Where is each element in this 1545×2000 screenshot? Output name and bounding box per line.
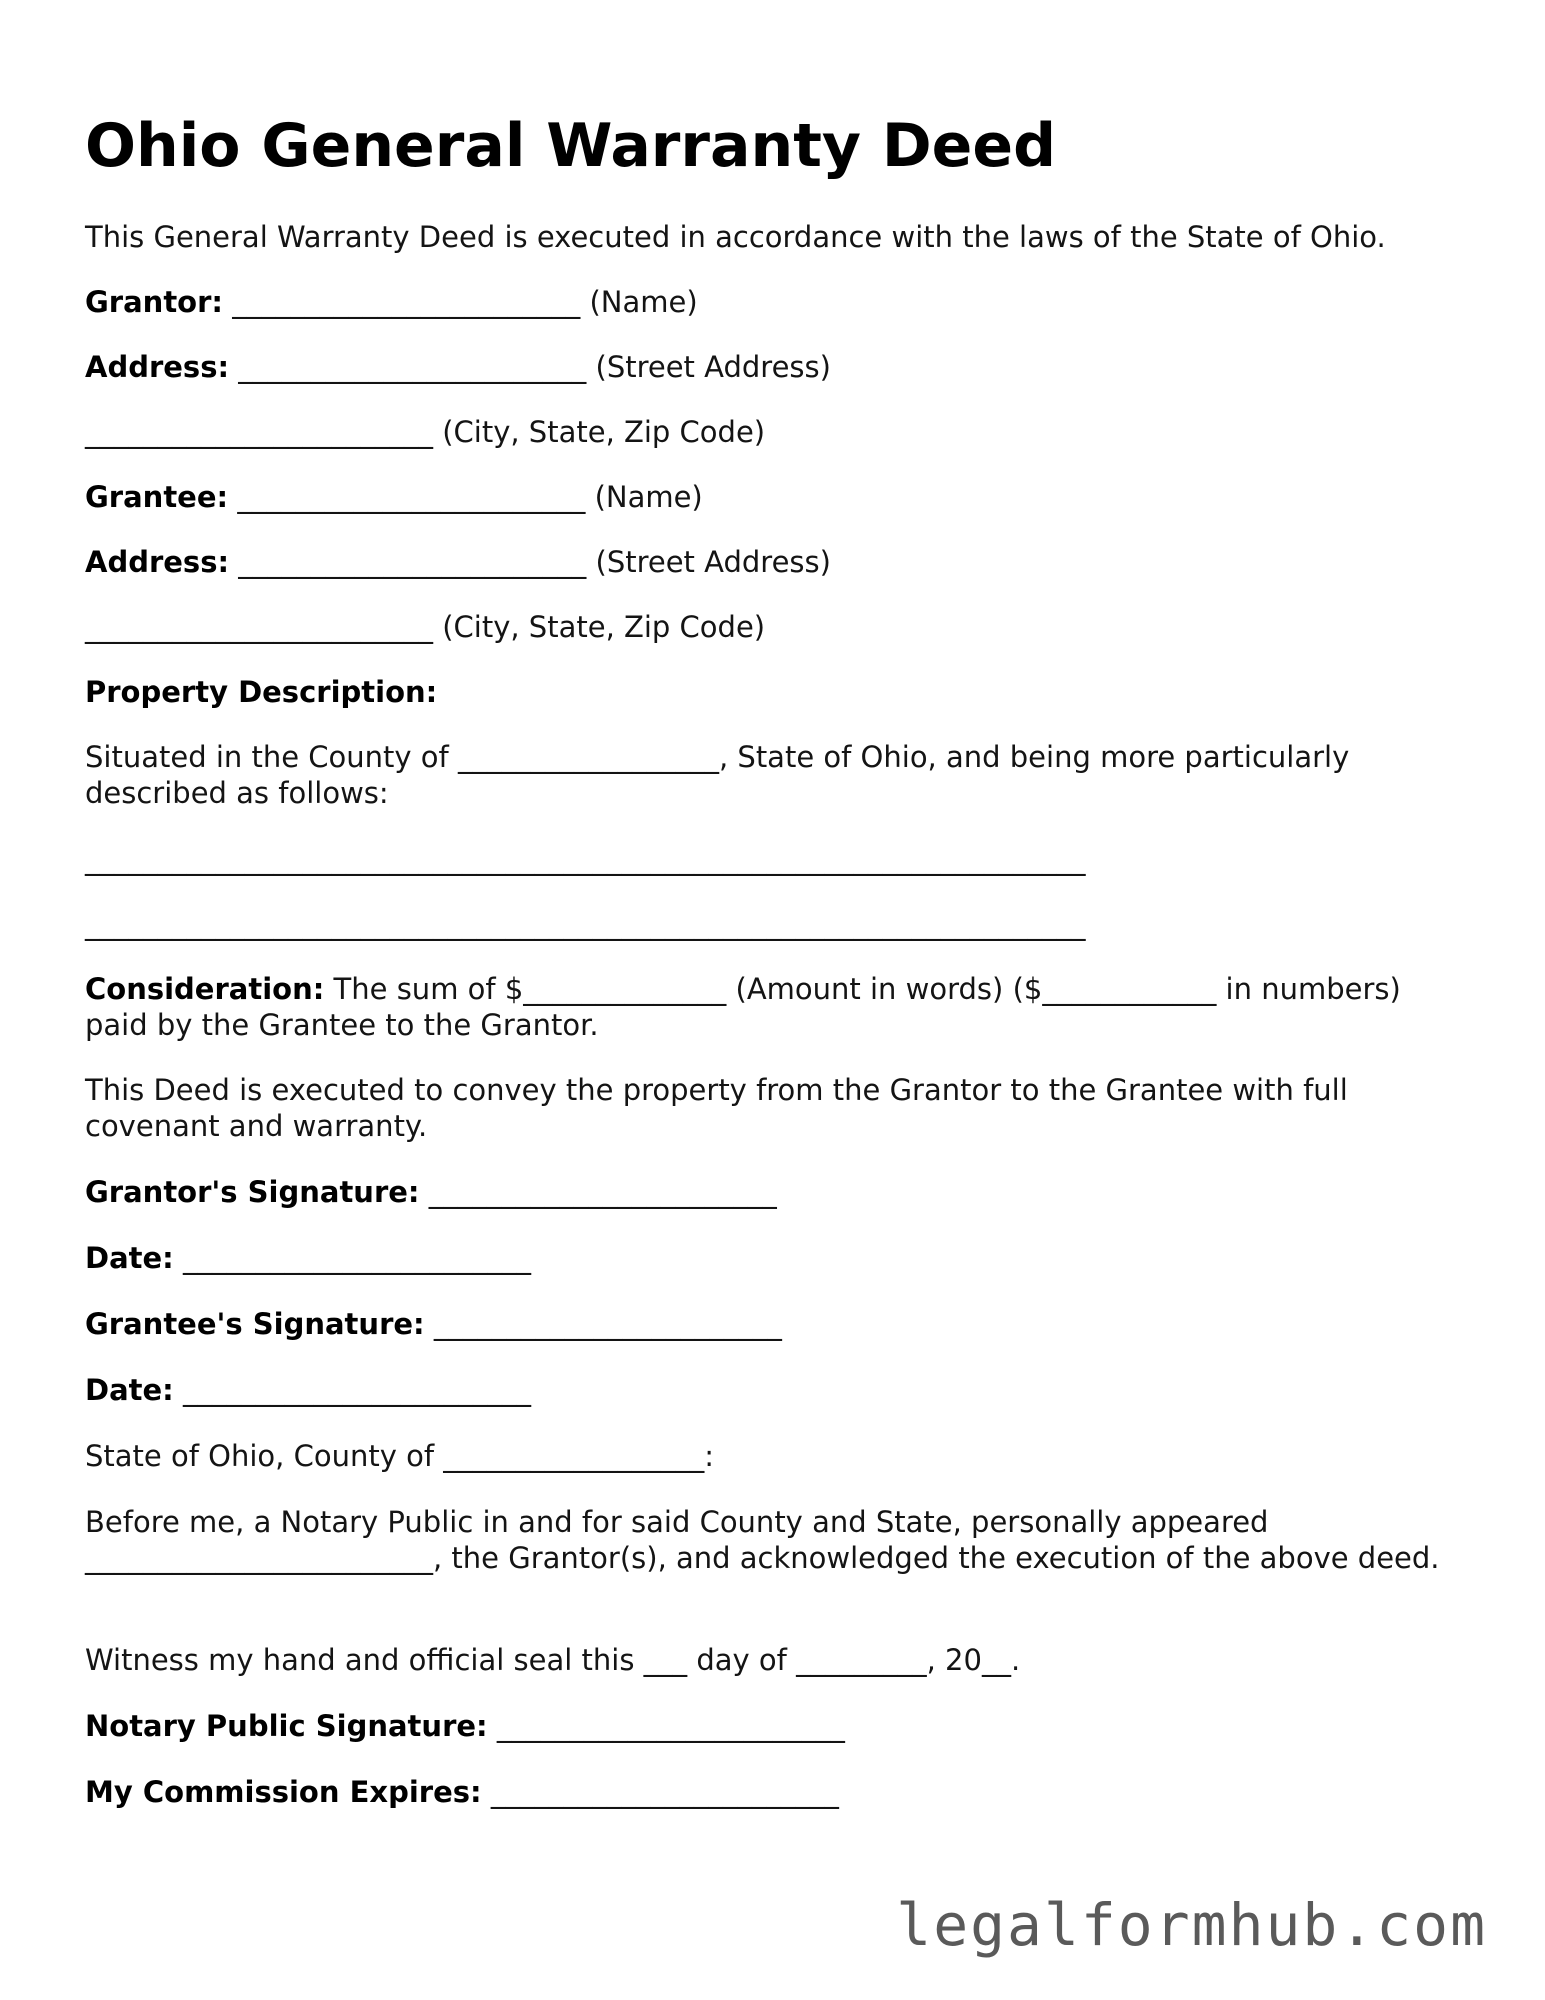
grantee-city-hint: (City, State, Zip Code) (442, 610, 766, 644)
witness-c: , 20 (926, 1643, 982, 1677)
consideration-text-a: The sum of $ (324, 972, 524, 1006)
grantor-date-label: Date: (85, 1241, 174, 1275)
consideration-text (85, 971, 1445, 1043)
grantor-label: Grantor: (85, 285, 224, 319)
witness-b: day of (687, 1643, 797, 1677)
grantor-signature-label: Grantor's Signature: (85, 1175, 420, 1209)
grantee-signature-label: Grantee's Signature: (85, 1307, 425, 1341)
notary-county-blank[interactable]: __________________ (443, 1439, 705, 1473)
before-me-b: , the Grantor(s), and acknowledged the execution of the above deed. (433, 1541, 1440, 1575)
commission-expires-blank[interactable]: ________________________ (490, 1775, 839, 1809)
grantor-date-blank[interactable]: ________________________ (183, 1241, 531, 1275)
before-me-a: Before me, a Notary Public in and for said County and State, personally appeared (85, 1505, 1269, 1539)
property-description-heading: Property Description: (85, 675, 438, 709)
grantor-signature-line (85, 1174, 777, 1210)
grantee-date-blank[interactable]: ________________________ (183, 1373, 531, 1407)
site-watermark: legalformhub.com (896, 1891, 1487, 1959)
grantee-street-blank[interactable]: ________________________ (238, 545, 587, 579)
commission-expires-label: My Commission Expires: (85, 1775, 482, 1809)
consideration-label: Consideration: (85, 972, 325, 1006)
grantee-date-label: Date: (85, 1373, 174, 1407)
notary-signature-blank[interactable]: ________________________ (496, 1709, 845, 1743)
grantor-address-label: Address: (85, 350, 230, 384)
grantor-name-line (85, 284, 698, 320)
witness-a: Witness my hand and official seal this (85, 1643, 644, 1677)
commission-expires-line (85, 1774, 839, 1810)
notary-state-suffix: : (704, 1439, 715, 1473)
month-blank[interactable]: _________ (796, 1643, 927, 1677)
grantee-address-line (85, 544, 831, 580)
grantor-name-hint: (Name) (589, 285, 698, 319)
grantee-address-label: Address: (85, 545, 230, 579)
situated-suffix: , State of Ohio, and being more particularly described as follows: (85, 740, 1350, 810)
notary-state-prefix: State of Ohio, County of (85, 1439, 444, 1473)
property-description-line-1[interactable]: _____________________________________________________________________ (85, 842, 1086, 876)
property-situated-text (85, 739, 1445, 811)
amount-numbers-blank[interactable]: ____________ (1042, 972, 1217, 1006)
document-title: Ohio General Warranty Deed (85, 111, 1057, 181)
grantor-signature-blank[interactable]: ________________________ (428, 1175, 777, 1209)
grantee-name-blank[interactable]: ________________________ (237, 480, 586, 514)
grantee-signature-blank[interactable]: ________________________ (433, 1307, 782, 1341)
property-county-blank[interactable]: __________________ (457, 740, 719, 774)
witness-d: . (1010, 1643, 1021, 1677)
amount-words-blank[interactable]: ______________ (523, 972, 727, 1006)
intro-text: This General Warranty Deed is executed in accordance with the laws of the State of Ohio. (85, 220, 1386, 254)
situated-prefix: Situated in the County of (85, 740, 458, 774)
grantor-name-blank[interactable]: ________________________ (232, 285, 581, 319)
grantor-street-hint: (Street Address) (595, 350, 831, 384)
grantee-city-blank[interactable]: ________________________ (85, 610, 433, 644)
grantee-street-hint: (Street Address) (595, 545, 831, 579)
grantor-city-hint: (City, State, Zip Code) (442, 415, 766, 449)
grantor-city-line (85, 414, 765, 450)
grantor-date-line (85, 1240, 531, 1276)
witness-line (85, 1642, 1020, 1678)
grantor-city-blank[interactable]: ________________________ (85, 415, 433, 449)
grantor-street-blank[interactable]: ________________________ (238, 350, 587, 384)
notary-signature-label: Notary Public Signature: (85, 1709, 488, 1743)
grantee-city-line (85, 609, 765, 645)
notary-county-line (85, 1438, 714, 1474)
notary-signature-line (85, 1708, 845, 1744)
appeared-name-blank[interactable]: ________________________ (85, 1541, 433, 1575)
grantee-label: Grantee: (85, 480, 229, 514)
grantor-address-line (85, 349, 831, 385)
notary-acknowledgment-text (85, 1504, 1445, 1576)
consideration-text-c: in numbers) paid by the Grantee to the Grantor. (85, 972, 1401, 1042)
property-description-line-2[interactable]: _____________________________________________________________________ (85, 907, 1086, 941)
grantee-name-line (85, 479, 703, 515)
grantee-date-line (85, 1372, 531, 1408)
convey-text: This Deed is executed to convey the property from the Grantor to the Grantee with full covenant and warranty. (85, 1073, 1348, 1143)
grantee-signature-line (85, 1306, 782, 1342)
year-blank[interactable]: __ (981, 1643, 1011, 1677)
grantee-name-hint: (Name) (594, 480, 703, 514)
consideration-text-b: (Amount in words) ($ (726, 972, 1043, 1006)
day-blank[interactable]: ___ (643, 1643, 688, 1677)
